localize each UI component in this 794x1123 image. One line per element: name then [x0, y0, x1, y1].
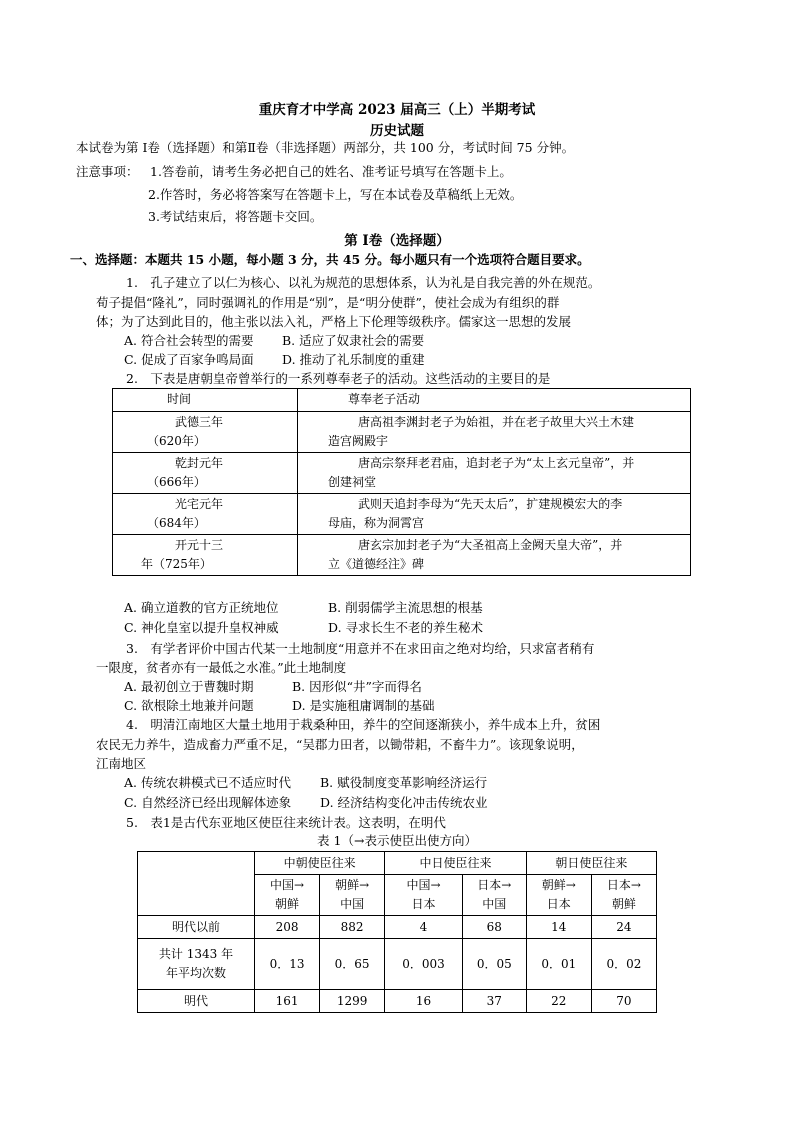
- q5-row1-cell: 882: [320, 916, 385, 939]
- q5-subhead-5a: 朝鲜→: [541, 878, 576, 892]
- q2-table: [112, 388, 691, 576]
- q1-line-1: 1. 孔子建立了以仁为核心、以礼为规范的思想体系，认为礼是自我完善的外在规范。: [126, 275, 601, 290]
- q2-option-a: A. 确立道教的官方正统地位: [124, 600, 279, 615]
- q3-option-a: A. 最初创立于曹魏时期: [124, 679, 254, 694]
- q2-row1-activity-1: 唐高祖李渊封老子为始祖，并在老子故里大兴土木建: [358, 415, 635, 429]
- q5-row1-cell: 14: [526, 916, 591, 939]
- q2-row3-time-1: 光宅元年: [175, 497, 224, 511]
- q5-subhead-6a: 日本→: [606, 878, 641, 892]
- q2-row3-activity-1: 武则天追封李母为“先天太后”，扩建规模宏大的李: [358, 497, 623, 511]
- exam-subtitle: 历史试题: [370, 123, 424, 139]
- q5-table-caption: 表 1（→表示使臣出使方向）: [317, 833, 477, 848]
- q2-row2-time-1: 乾封元年: [175, 456, 224, 470]
- q3-line-1: 3. 有学者评价中国古代某一土地制度“用意并不在求田亩之绝对均给，只求富者稍有: [126, 641, 595, 656]
- q5-row3-cell: 22: [526, 990, 591, 1013]
- q1-line-2: 荀子提倡“隆礼”，同时强调礼的作用是“别”，是“明分使群”，使社会成为有组织的群: [96, 295, 560, 310]
- q5-row1-cell: 24: [591, 916, 656, 939]
- table-row: [113, 494, 691, 535]
- q1-option-b: B. 适应了奴隶社会的需要: [282, 333, 425, 348]
- q4-line-3: 江南地区: [96, 756, 147, 771]
- q5-row2-cell: 0．13: [255, 939, 320, 990]
- q5-row2-cell: 0．01: [526, 939, 591, 990]
- q5-table: [137, 851, 657, 1013]
- notice-1: 1.答卷前，请考生务必把自己的姓名、准考证号填写在答题卡上。: [150, 164, 512, 179]
- q4-line-1: 4. 明清江南地区大量土地用于栽桑种田，养牛的空间逐渐狭小，养牛成本上升，贫困: [126, 717, 601, 732]
- q2-row3-activity-2: 母庙，称为洞霄宫: [328, 516, 425, 530]
- notice-label: 注意事项：: [76, 164, 139, 179]
- table-row: [138, 916, 657, 939]
- q5-group-1: 中朝使臣往来: [255, 852, 385, 875]
- q2-option-d: D. 寻求长生不老的养生秘术: [328, 620, 484, 635]
- q5-row1-label: 明代以前: [138, 916, 255, 939]
- q4-option-a: A. 传统农耕模式已不适应时代: [124, 775, 291, 790]
- q5-row3-label: 明代: [138, 990, 255, 1013]
- table-row: [138, 990, 657, 1013]
- q5-subhead-4b: 中国: [482, 897, 507, 911]
- q5-subhead-1a: 中国→: [270, 878, 305, 892]
- table-row: [138, 939, 657, 990]
- q5-row2-cell: 0．65: [320, 939, 385, 990]
- q5-subhead-2a: 朝鲜→: [335, 878, 370, 892]
- q5-row1-cell: 4: [385, 916, 463, 939]
- q2-option-c: C. 神化皇室以提升皇权神威: [124, 620, 279, 635]
- q3-option-d: D. 是实施租庸调制的基础: [292, 698, 435, 713]
- q5-subhead-3b: 日本: [411, 897, 436, 911]
- q5-subhead-1b: 朝鲜: [275, 897, 300, 911]
- q5-row3-cell: 70: [591, 990, 656, 1013]
- table-row: [113, 535, 691, 576]
- q5-row2-cell: 0．003: [385, 939, 463, 990]
- exam-intro: 本试卷为第 Ⅰ卷（选择题）和第Ⅱ卷（非选择题）两部分，共 100 分，考试时间 75 分钟。: [76, 140, 575, 155]
- q4-option-b: B. 赋役制度变革影响经济运行: [320, 775, 488, 790]
- q2-row2-activity-1: 唐高宗祭拜老君庙，追封老子为“太上玄元皇帝”，并: [358, 456, 635, 470]
- q5-row3-cell: 16: [385, 990, 463, 1013]
- q2-row1-time-1: 武德三年: [175, 415, 224, 429]
- q5-subhead-2b: 中国: [340, 897, 365, 911]
- q1-option-d: D. 推动了礼乐制度的重建: [282, 352, 425, 367]
- table-row: [113, 412, 691, 453]
- table-row: [113, 389, 691, 412]
- q5-row1-cell: 208: [255, 916, 320, 939]
- q5-row2-cell: 0．05: [462, 939, 526, 990]
- q5-row3-cell: 161: [255, 990, 320, 1013]
- q5-row1-cell: 68: [462, 916, 526, 939]
- notice-2: 2.作答时，务必将答案写在答题卡上，写在本试卷及草稿纸上无效。: [148, 187, 523, 202]
- q5-row2-label-2: 年平均次数: [165, 966, 226, 980]
- q3-line-2: 一限度，贫者亦有一最低之水准。”此土地制度: [96, 660, 347, 675]
- q5-row2-cell: 0．02: [591, 939, 656, 990]
- q5-row3-cell: 37: [462, 990, 526, 1013]
- q3-option-c: C. 欲根除土地兼并问题: [124, 698, 254, 713]
- q2-row4-activity-1: 唐玄宗加封老子为“大圣祖高上金阙天皇大帝”，并: [358, 538, 623, 552]
- q5-subhead-4a: 日本→: [477, 878, 512, 892]
- exam-title: 重庆育才中学高 2023 届高三（上）半期考试: [258, 102, 536, 118]
- q4-option-d: D. 经济结构变化冲击传统农业: [320, 795, 488, 810]
- q2-stem: 2. 下表是唐朝皇帝曾举行的一系列尊奉老子的活动。这些活动的主要目的是: [126, 371, 551, 386]
- q5-group-3: 朝日使臣往来: [526, 852, 656, 875]
- section-title: 第 Ⅰ卷（选择题）: [344, 233, 450, 249]
- q2-row4-time-2: 年（725年）: [141, 557, 212, 571]
- table-row: [113, 453, 691, 494]
- q5-subhead-5b: 日本: [546, 897, 571, 911]
- q1-option-c: C. 促成了百家争鸣局面: [124, 352, 254, 367]
- q2-row4-activity-2: 立《道德经注》碑: [328, 557, 425, 571]
- q5-row3-cell: 1299: [320, 990, 385, 1013]
- q2-row3-time-2: （684年）: [147, 516, 206, 530]
- q5-subhead-6b: 朝鲜: [611, 897, 636, 911]
- q5-group-2: 中日使臣往来: [385, 852, 527, 875]
- q2-col-activity: 尊奉老子活动: [348, 392, 421, 406]
- q4-option-c: C. 自然经济已经出现解体迹象: [124, 795, 292, 810]
- table-row: [138, 852, 657, 875]
- q2-row2-time-2: （666年）: [147, 475, 206, 489]
- q2-col-time: 时间: [167, 392, 192, 406]
- section-instruction: 一、选择题：本题共 15 小题，每小题 3 分，共 45 分。每小题只有一个选项符合题目要求。: [70, 252, 590, 267]
- q2-row1-time-2: （620年）: [147, 434, 206, 448]
- q4-line-2: 农民无力养牛，造成畜力严重不足，“吴郡力田者，以锄带耜，不畜牛力”。该现象说明，: [96, 737, 584, 752]
- q1-option-a: A. 符合社会转型的需要: [124, 333, 254, 348]
- notice-3: 3.考试结束后，将答题卡交回。: [148, 209, 323, 224]
- q5-stem: 5. 表1是古代东亚地区使臣往来统计表。这表明，在明代: [126, 815, 446, 830]
- q2-row4-time-1: 开元十三: [175, 538, 224, 552]
- q3-option-b: B. 因形似“井”字而得名: [292, 679, 422, 694]
- q5-subhead-3a: 中国→: [406, 878, 441, 892]
- q1-line-3: 体；为了达到此目的，他主张以法入礼，严格上下伦理等级秩序。儒家这一思想的发展: [96, 314, 572, 329]
- q2-option-b: B. 削弱儒学主流思想的根基: [328, 600, 483, 615]
- q5-row2-label-1: 共计 1343 年: [158, 947, 234, 961]
- q2-row2-activity-2: 创建祠堂: [328, 475, 377, 489]
- q2-row1-activity-2: 造宫阙殿宇: [328, 434, 389, 448]
